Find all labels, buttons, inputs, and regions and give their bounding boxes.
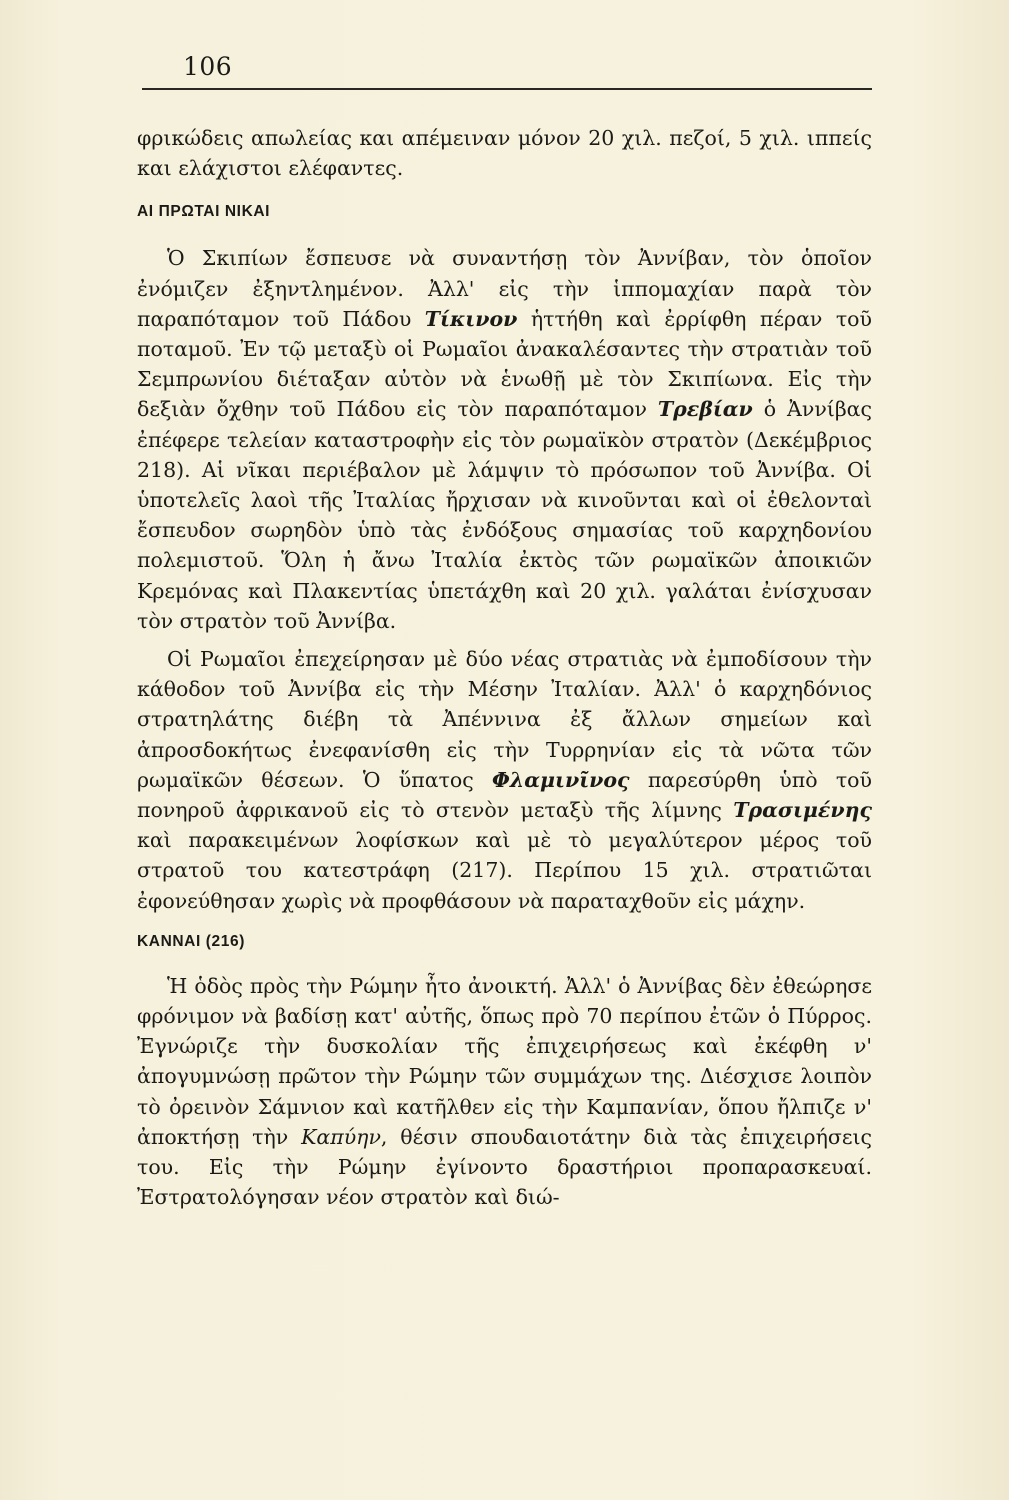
- intro-paragraph: φρικώδεις απωλείας και απέμειναν μόνον 20 χιλ. πεζοί, 5 χιλ. ιππείς και ελάχιστοι ελέφαντες.: [137, 126, 872, 181]
- place-name-capua: Καπύην: [301, 1124, 381, 1149]
- text-run: Ὁ Σκιπίων ἔσπευσε νὰ συναντήσῃ τὸν Ἀννίβαν, τὸν ὁποῖον ἐνόμιζεν ἐξηντλημένον. Ἀλλ' εἰς τὴν ἱππομαχίαν παρὰ τὸν παραπόταμον τοῦ Πάδου: [137, 246, 872, 331]
- paragraph-road-to-rome: [137, 971, 872, 1213]
- text-run: ὁ Ἀννίβας ἐπέφερε τελείαν καταστροφὴν εἰς τὸν ρωμαϊκὸν στρατὸν (Δεκέμβριος 218). Αἱ νῖκαι περιέβαλον μὲ λάμψιν τὸ πρόσωπον τοῦ Ἀννίβα. Οἱ ὑποτελεῖς λαοὶ τῆς Ἰταλίας ἤρχισαν νὰ κινοῦνται καὶ οἱ ἐθελονταὶ ἔσπευδον σωρηδὸν ὑπὸ τὰς ἐνδόξους σημασίας τοῦ καρχηδονίου πολεμιστοῦ. Ὅλη ἡ ἄνω Ἰταλία ἐκτὸς τῶν ρωμαϊκῶν ἀποικιῶν Κρεμόνας καὶ Πλακεντίας ὑπετάχθη καὶ 20 χιλ. γαλάται ἐνίσχυσαν τὸν στρατὸν τοῦ Ἀννίβα.: [137, 397, 872, 633]
- paragraph-scipio: [137, 243, 872, 636]
- place-name-trebia: Τρεβίαν: [657, 397, 753, 422]
- place-name-trasimene: Τρασιμένης: [733, 798, 872, 823]
- section-heading-cannae: ΚΑΝΝΑΙ (216): [137, 932, 245, 950]
- header-rule: [142, 88, 872, 90]
- text-run: Οἱ Ρωμαῖοι ἐπεχείρησαν μὲ δύο νέας στρατιὰς νὰ ἐμποδίσουν τὴν κάθοδον τοῦ Ἀννίβα εἰς τὴν Μέσην Ἰταλίαν. Ἀλλ' ὁ καρχηδόνιος στρατηλάτης διέβη τὰ Ἀπέννινα ἐξ ἄλλων σημείων καὶ ἀπροσδοκήτως ἐνεφανίσθη εἰς τὴν Τυρρηνίαν εἰς τὰ νῶτα τῶν ρωμαϊκῶν θέσεων. Ὁ ὕπατος: [137, 647, 872, 792]
- text-run: Ἡ ὁδὸς πρὸς τὴν Ρώμην ἦτο ἀνοικτή. Ἀλλ' ὁ Ἀννίβας δὲν ἐθεώρησε φρόνιμον νὰ βαδίσῃ κατ' αὐτῆς, ὅπως πρὸ 70 περίπου ἐτῶν ὁ Πύρρος. Ἐγνώριζε τὴν δυσκολίαν τῆς ἐπιχειρήσεως καὶ ἐκέφθη ν' ἀπογυμνώσῃ πρῶτον τὴν Ρώμην τῶν συμμάχων της. Διέσχισε λοιπὸν τὸ ὀρεινὸν Σάμνιον καὶ κατῆλθεν εἰς τὴν Καμπανίαν, ὅπου ἤλπιζε ν' ἀποκτήσῃ τὴν: [137, 973, 872, 1149]
- text-run: , θέσιν σπουδαιοτάτην διὰ τὰς ἐπιχειρήσεις του. Εἰς τὴν Ρώμην ἐγίνοντο δραστήριοι προπαρασκευαί. Ἐστρατολόγησαν νέον στρατὸν καὶ διώ-: [137, 1124, 872, 1210]
- page-body: [137, 123, 872, 1213]
- text-run: καὶ παρακειμένων λοφίσκων καὶ μὲ τὸ μεγαλύτερον μέρος τοῦ στρατοῦ του κατεστράφη (217). Περίπου 15 χιλ. στρατιῶται ἐφονεύθησαν χωρὶς νὰ προφθάσουν νὰ παραταχθοῦν εἰς μάχην.: [137, 828, 872, 913]
- section-heading-first-victories: ΑΙ ΠΡΩΤΑΙ ΝΙΚΑΙ: [137, 203, 271, 221]
- text-run: ἡττήθη καὶ ἐρρίφθη πέραν τοῦ ποταμοῦ. Ἐν τῷ μεταξὺ οἱ Ρωμαῖοι ἀνακαλέσαντες τὴν στρατιὰν τοῦ Σεμπρωνίου διέταξαν αὐτὸν νὰ ἑνωθῇ μὲ τὸν Σκιπίωνα. Εἰς τὴν δεξιὰν ὄχθην τοῦ Πάδου εἰς τὸν παραπόταμον: [137, 306, 872, 422]
- person-name-flaminius: Φλαμινῖνος: [492, 767, 630, 792]
- paragraph-trasimene: [137, 644, 872, 916]
- page-number: 106: [183, 52, 233, 81]
- place-name-ticinus: Τίκινον: [424, 306, 518, 331]
- text-run: παρεσύρθη ὑπὸ τοῦ πονηροῦ ἀφρικανοῦ εἰς τὸ στενὸν μεταξὺ τῆς λίμνης: [137, 767, 872, 823]
